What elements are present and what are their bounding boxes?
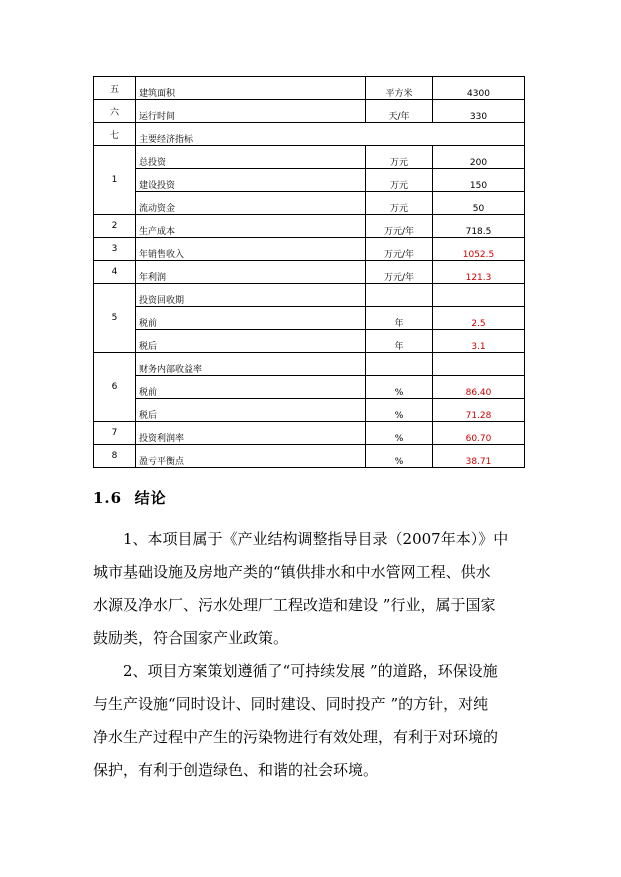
section-heading xyxy=(93,487,167,508)
row-item: 财务内部收益率 xyxy=(136,353,366,376)
row-item: 建设投资 xyxy=(136,169,366,192)
paragraph-line: 水源及净水厂、污水处理厂工程改造和建设 ”行业，属于国家 xyxy=(93,596,496,614)
conclusion-paragraph-1 xyxy=(93,523,533,655)
row-item: 年利润 xyxy=(136,261,366,284)
row-number: 七 xyxy=(94,123,136,146)
table-row xyxy=(94,146,525,169)
table-row xyxy=(94,169,525,192)
row-unit: % xyxy=(366,376,433,399)
paragraph-line: 与生产设施“同时设计、同时建设、同时投产 ”的方针，对纯 xyxy=(93,695,489,713)
row-value: 1052.5 xyxy=(433,238,525,261)
row-unit: % xyxy=(366,399,433,422)
row-item: 投资利润率 xyxy=(136,422,366,445)
table-row xyxy=(94,284,525,307)
row-item: 税前 xyxy=(136,307,366,330)
conclusion-paragraph-2 xyxy=(93,655,533,787)
row-number: 4 xyxy=(94,261,136,284)
row-number: 3 xyxy=(94,238,136,261)
table-row xyxy=(94,330,525,353)
row-value: 3.1 xyxy=(433,330,525,353)
row-item: 税前 xyxy=(136,376,366,399)
row-item: 生产成本 xyxy=(136,215,366,238)
row-unit: 万元 xyxy=(366,146,433,169)
table-row xyxy=(94,215,525,238)
table-row xyxy=(94,445,525,468)
table-row xyxy=(94,77,525,100)
row-unit: 万元/年 xyxy=(366,261,433,284)
row-value: 71.28 xyxy=(433,399,525,422)
row-item: 建筑面积 xyxy=(136,77,366,100)
row-number: 六 xyxy=(94,100,136,123)
paragraph-line: 1、本项目属于《产业结构调整指导目录（2007年本）》中 xyxy=(123,530,509,548)
row-number: 7 xyxy=(94,422,136,445)
table-row xyxy=(94,399,525,422)
row-unit: 万元/年 xyxy=(366,238,433,261)
paragraph-line: 2、项目方案策划遵循了“可持续发展 ”的道路，环保设施 xyxy=(123,662,498,680)
row-value: 718.5 xyxy=(433,215,525,238)
table-row xyxy=(94,376,525,399)
row-item: 主要经济指标 xyxy=(136,123,525,146)
row-item: 运行时间 xyxy=(136,100,366,123)
row-number: 6 xyxy=(94,353,136,422)
row-item: 盈亏平衡点 xyxy=(136,445,366,468)
row-value: 330 xyxy=(433,100,525,123)
paragraph-line: 城市基础设施及房地产类的“镇供排水和中水管网工程、供水 xyxy=(93,563,491,581)
row-unit: 年 xyxy=(366,307,433,330)
row-number: 2 xyxy=(94,215,136,238)
table-row xyxy=(94,261,525,284)
row-value: 2.5 xyxy=(433,307,525,330)
paragraph-line: 保护，有利于创造绿色、和谐的社会环境。 xyxy=(93,761,379,779)
row-value: 86.40 xyxy=(433,376,525,399)
row-unit: 万元 xyxy=(366,192,433,215)
row-number: 8 xyxy=(94,445,136,468)
row-value xyxy=(433,284,525,307)
row-value: 150 xyxy=(433,169,525,192)
paragraph-line: 净水生产过程中产生的污染物进行有效处理，有利于对环境的 xyxy=(93,728,499,746)
row-number: 1 xyxy=(94,146,136,215)
row-value: 121.3 xyxy=(433,261,525,284)
row-unit: 万元/年 xyxy=(366,215,433,238)
table-row xyxy=(94,353,525,376)
economic-indicators-table xyxy=(93,76,525,468)
row-unit: 平方米 xyxy=(366,77,433,100)
row-value: 50 xyxy=(433,192,525,215)
row-unit: 天/年 xyxy=(366,100,433,123)
section-title: 结论 xyxy=(134,489,167,507)
row-item: 税后 xyxy=(136,330,366,353)
row-item: 投资回收期 xyxy=(136,284,366,307)
section-number: 1.6 xyxy=(93,489,123,507)
row-item: 税后 xyxy=(136,399,366,422)
economic-indicators-table-wrap xyxy=(93,76,525,468)
row-unit: 万元 xyxy=(366,169,433,192)
table-row xyxy=(94,422,525,445)
row-item: 年销售收入 xyxy=(136,238,366,261)
row-unit: % xyxy=(366,445,433,468)
row-number: 五 xyxy=(94,77,136,100)
row-item: 流动资金 xyxy=(136,192,366,215)
row-value: 60.70 xyxy=(433,422,525,445)
table-row xyxy=(94,192,525,215)
paragraph-line: 鼓励类，符合国家产业政策。 xyxy=(93,629,289,647)
row-value: 4300 xyxy=(433,77,525,100)
row-unit: % xyxy=(366,422,433,445)
table-row xyxy=(94,100,525,123)
row-value: 200 xyxy=(433,146,525,169)
row-item: 总投资 xyxy=(136,146,366,169)
row-unit xyxy=(366,284,433,307)
table-row xyxy=(94,238,525,261)
row-value xyxy=(433,353,525,376)
table-row xyxy=(94,307,525,330)
row-number: 5 xyxy=(94,284,136,353)
row-value: 38.71 xyxy=(433,445,525,468)
row-unit: 年 xyxy=(366,330,433,353)
row-unit xyxy=(366,353,433,376)
table-row xyxy=(94,123,525,146)
